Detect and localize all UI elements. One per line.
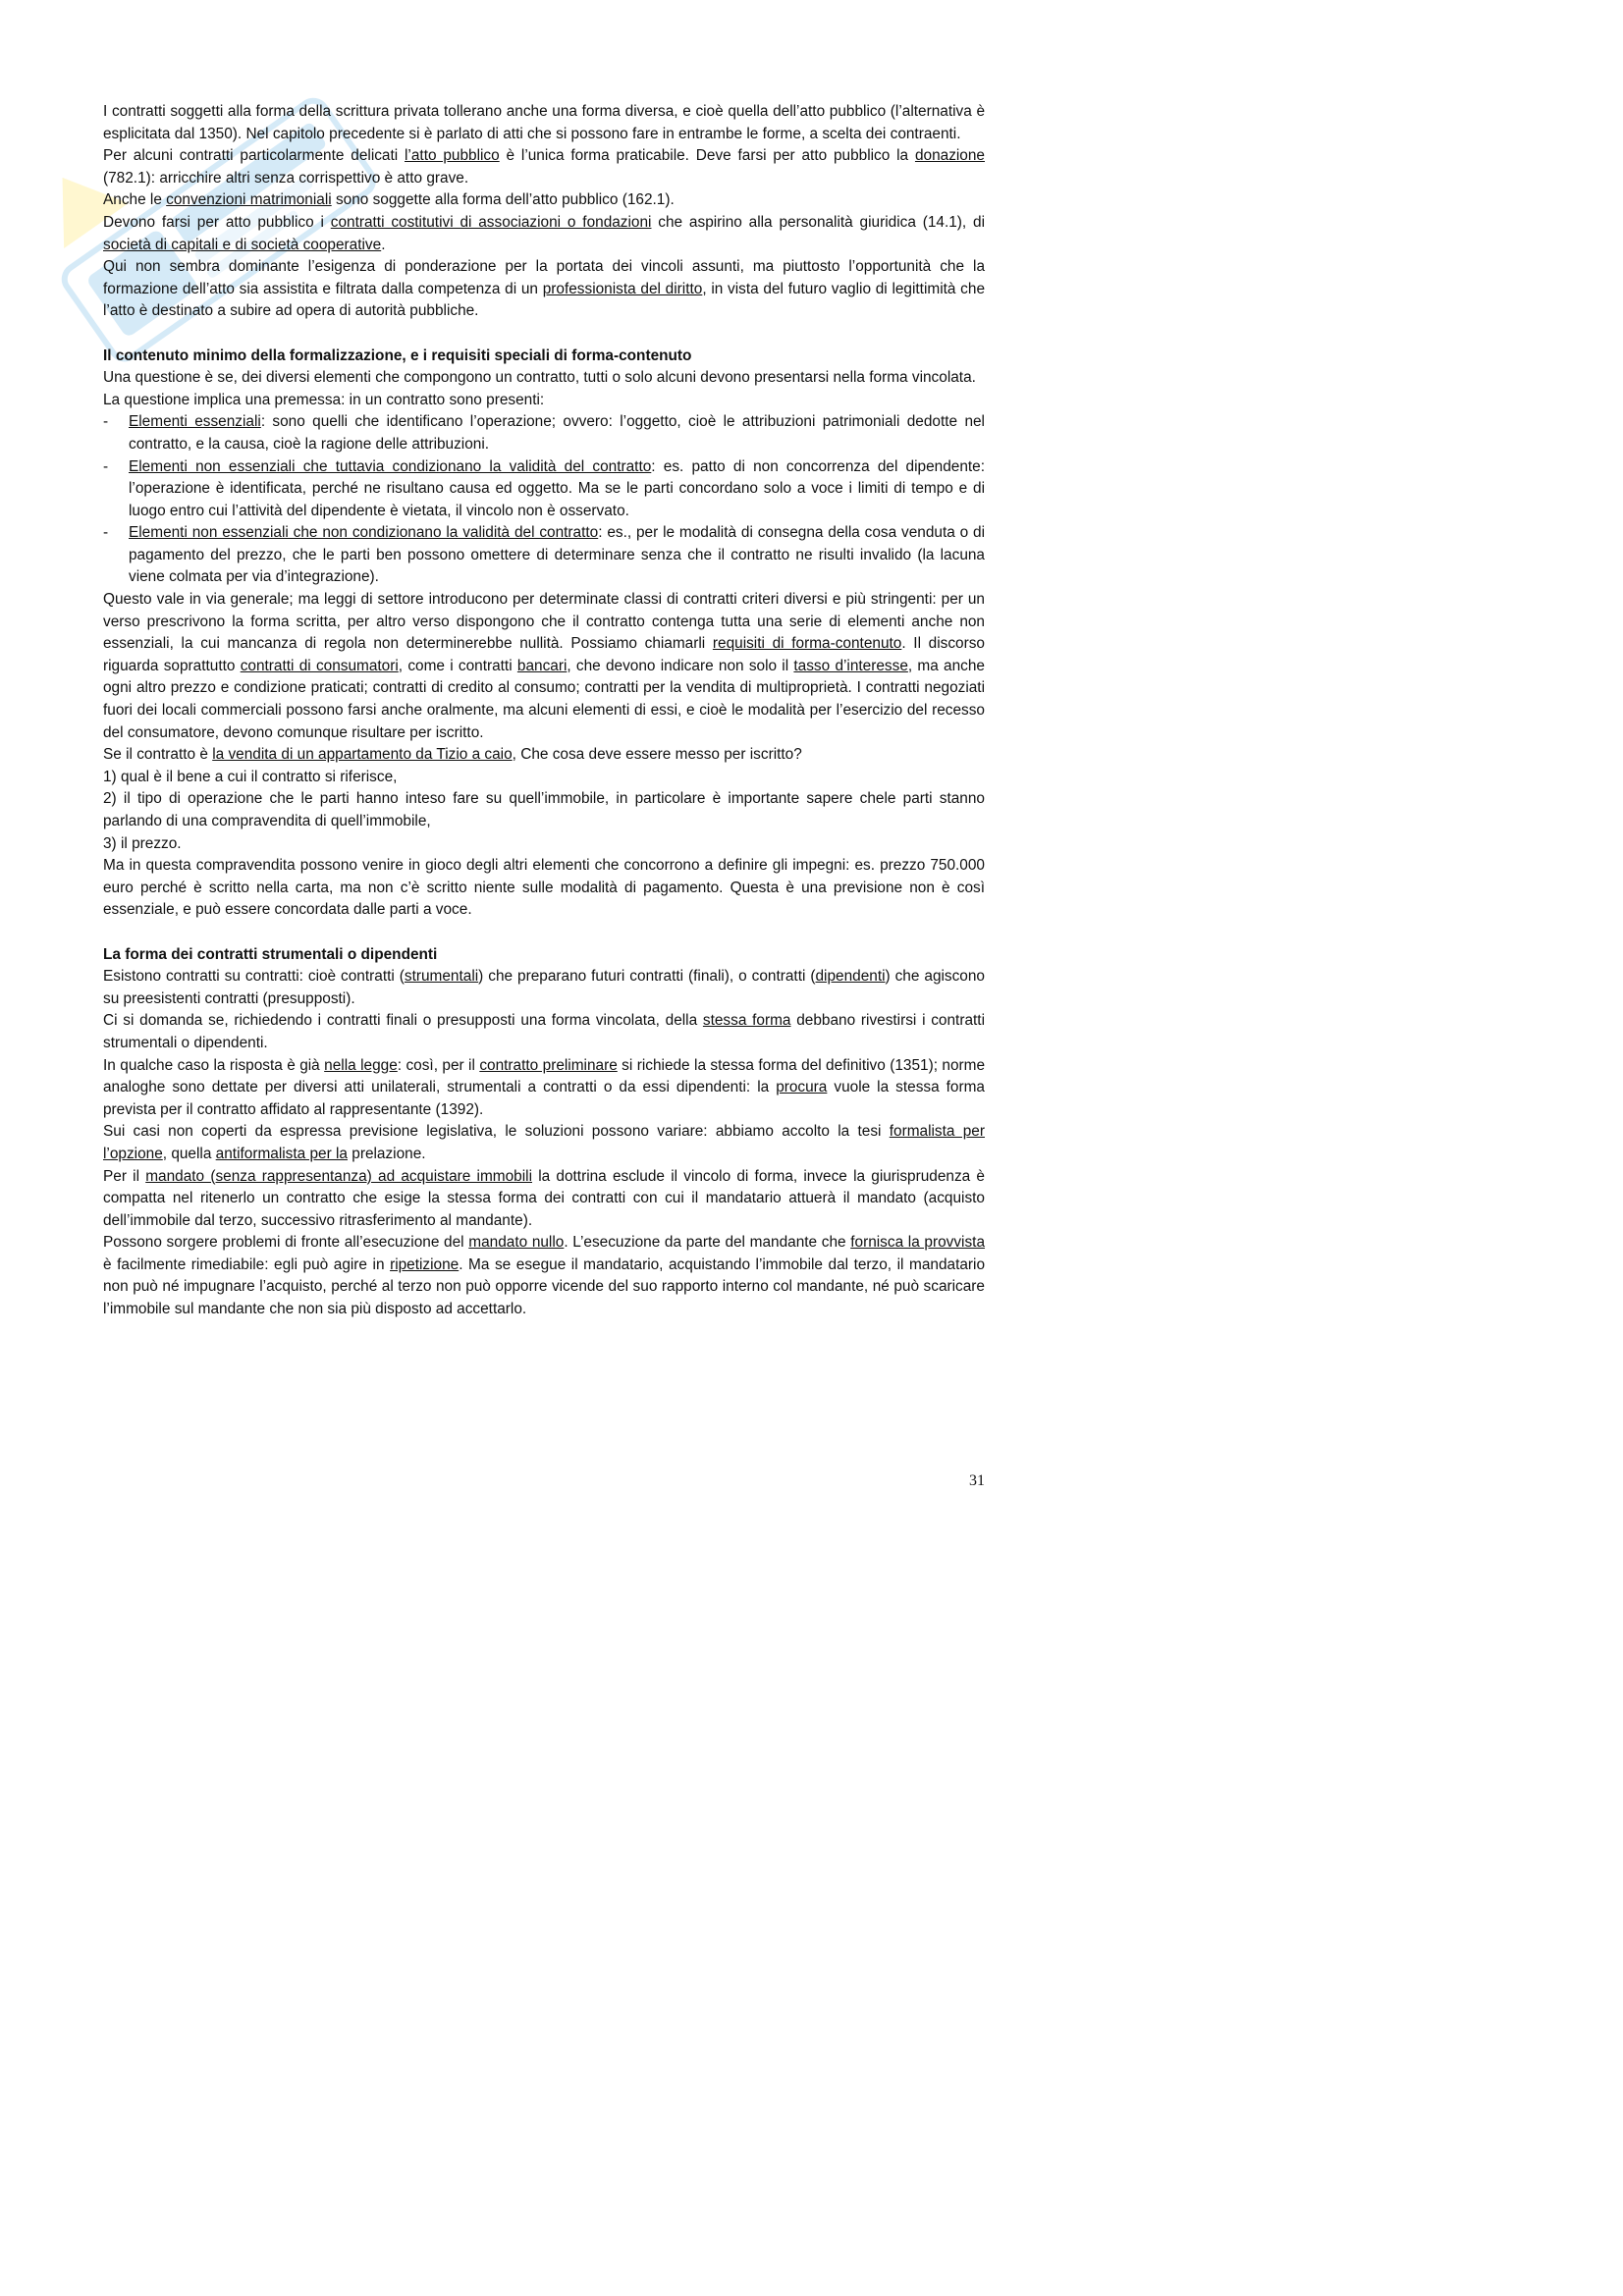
paragraph (103, 390, 985, 412)
text-run: 2) il tipo di operazione che le parti hanno inteso fare su quell’immobile, in particolare è importante sapere chele parti stanno parlando di una compravendita di quell’immobile, (103, 790, 985, 829)
text-run: I contratti soggetti alla forma della scrittura privata tollerano anche una forma diversa, e cioè quella dell’atto pubblico (l’alternativa è esplicitata dal 1350). Nel capitolo precedente si è parlato di atti che si possono fare in entrambe le forme, a scelta dei contraenti. (103, 103, 985, 142)
underlined-term: antiformalista per la (215, 1145, 348, 1162)
text-run: , come i contratti (398, 657, 517, 674)
paragraph (103, 101, 985, 145)
paragraph (103, 1010, 985, 1054)
underlined-term: mandato (senza rappresentanza) ad acquistare immobili (145, 1167, 532, 1185)
underlined-term: dipendenti (815, 968, 886, 986)
forma-contenuto-intro (103, 367, 985, 411)
text-run: Ma in questa compravendita possono venire in gioco degli altri elementi che concorrono a definire gli impegni: es. prezzo 750.000 euro perché è scritto nella carta, ma non c’è scritto niente sulle modalità di pagamento. Questa è una previsione non è così essenziale, e può essere concordata dalle parti a voce. (103, 857, 985, 919)
text-run: , quella (162, 1145, 216, 1162)
underlined-term: bancari (516, 657, 568, 674)
underlined-term: l’atto pubblico (405, 147, 500, 165)
text-run: : es., per le modalità di consegna della cosa venduta o di pagamento del prezzo, che le parti ben possono omettere di determinare senza che il contratto ne risulti invalido (la lacuna viene colmata per via d’integrazione). (129, 524, 986, 586)
text-run: sono soggette alla forma dell’atto pubblico (162.1). (331, 191, 675, 209)
text-run: Qui non sembra dominante l’esigenza di ponderazione per la portata dei vincoli assunti, ma piuttosto l’opportunità che la formazione dell’atto sia assistita e filtrata dalla competenza di un (103, 258, 985, 297)
text-run: (782.1): arricchire altri senza corrispettivo è atto grave. (103, 169, 469, 187)
text-run: : es. patto di non concorrenza del dipendente: l’operazione è identificata, perché ne risultano causa ed oggetto. Ma se le parti concordano solo a voce i limiti di tempo e di luogo entro cui l’attività del dipendente è vietata, il vincolo non è osservato. (129, 457, 985, 519)
list-item (103, 522, 985, 589)
underlined-term: tasso d’interesse (793, 657, 908, 674)
underlined-term: contratto preliminare (479, 1056, 618, 1074)
underlined-term: la vendita di un appartamento da Tizio a caio (212, 746, 513, 764)
page-number: 31 (969, 1472, 985, 1489)
underlined-term: società di capitali e di società cooperative (103, 236, 382, 253)
text-run: . Ma se esegue il mandatario, acquistando l’immobile dal terzo, il mandatario non può né impugnare l’acquisto, perché al terzo non può opporre vicende del suo rapporto interno col mandante, né può scaricare l’immobile sul mandante che non sia più disposto ad accettarlo. (103, 1255, 986, 1318)
underlined-term: mandato nullo (468, 1234, 565, 1252)
paragraph (103, 744, 985, 767)
text-run: : così, per il (397, 1056, 480, 1074)
paragraph (103, 212, 985, 256)
text-run: In qualche caso la risposta è già (103, 1056, 325, 1074)
text-run: Possono sorgere problemi di fronte all’esecuzione del (103, 1234, 469, 1252)
text-run: , Che cosa deve essere messo per iscritto? (512, 746, 802, 764)
paragraph (103, 1232, 985, 1320)
paragraph (103, 966, 985, 1010)
paragraph (103, 1055, 985, 1122)
paragraph (103, 1121, 985, 1165)
text-run: prelazione. (347, 1145, 426, 1162)
document-page (0, 0, 1082, 1530)
elementi-list (103, 411, 985, 589)
text-run: , in vista del futuro vaglio di legittimità che l’atto è destinato a subire ad opera di autorità pubbliche. (103, 280, 985, 320)
underlined-term: ripetizione (390, 1255, 460, 1273)
text-run: . Il discorso riguarda soprattutto (103, 635, 985, 674)
document-body (103, 101, 985, 1321)
text-run: Questo vale in via generale; ma leggi di settore introducono per determinate classi di contratti criteri diversi e più stringenti: per un verso prescrivono la forma scritta, per altro verso dispongono che il contratto contenga tutta una serie di elementi anche non essenziali, la cui mancanza di regola non determinerebbe nullità. Possiamo chiamarli (103, 591, 985, 653)
underlined-term: contratti costitutivi di associazioni o fondazioni (330, 213, 652, 231)
text-run: La questione implica una premessa: in un contratto sono presenti: (103, 391, 545, 408)
list-item (103, 411, 985, 455)
text-run: , che devono indicare non solo il (567, 657, 794, 674)
text-run: Per alcuni contratti particolarmente delicati (103, 147, 406, 165)
text-run: : sono quelli che identificano l’operazione; ovvero: l’oggetto, cioè le attribuzioni patrimoniali dedotte nel contratto, e la causa, cioè la ragione delle attribuzioni. (129, 413, 985, 453)
text-run: ) che preparano futuri contratti (finali), o contratti ( (478, 968, 816, 986)
text-run: la dottrina esclude il vincolo di forma, invece la giurisprudenza è compatta nel ritenerlo un contratto che esige la stessa forma dei contratti con cui il mandatario attuerà il mandato (acquisto dell’immobile dal terzo, successivo ritrasferimento al mandante). (103, 1167, 985, 1229)
underlined-term: stessa forma (702, 1012, 791, 1030)
underlined-term: formalista per l’opzione (103, 1123, 985, 1162)
paragraph (103, 367, 985, 390)
text-run: che aspirino alla personalità giuridica (14.1), di (651, 213, 985, 231)
text-run: debbano rivestirsi i contratti strumentali o dipendenti. (103, 1012, 985, 1051)
list-item (103, 456, 985, 523)
contratti-strumentali-paragraphs (103, 966, 985, 1321)
underlined-term: nella legge (324, 1056, 398, 1074)
text-run: Sui casi non coperti da espressa previsione legislativa, le soluzioni possono variare: abbiamo accolto la tesi (103, 1123, 890, 1141)
text-run: . L’esecuzione da parte del mandante che (564, 1234, 851, 1252)
text-run: Devono farsi per atto pubblico i (103, 213, 331, 231)
text-run: 3) il prezzo. (103, 834, 182, 852)
underlined-term: Elementi non essenziali che non condizionano la validità del contratto (129, 524, 599, 542)
text-run: si richiede la stessa forma del definitivo (1351); norme analoghe sono dettate per diversi atti unilaterali, strumentali a contratti o da essi dipendenti: la (103, 1056, 986, 1096)
text-run: è l’unica forma praticabile. Deve farsi per atto pubblico la (499, 147, 915, 165)
section-heading-contratti-strumentali: La forma dei contratti strumentali o dipendenti (103, 945, 438, 963)
text-run: Ci si domanda se, richiedendo i contratti finali o presupposti una forma vincolata, della (103, 1012, 703, 1030)
underlined-term: donazione (914, 147, 985, 165)
paragraph (103, 1166, 985, 1233)
paragraph (103, 767, 985, 789)
text-run: Anche le (103, 191, 167, 209)
paragraph (103, 833, 985, 856)
text-run: Esistono contratti su contratti: cioè contratti ( (103, 968, 405, 986)
text-run: è facilmente rimediabile: egli può agire in (103, 1255, 391, 1273)
paragraph (103, 788, 985, 832)
text-run: ) che agiscono su preesistenti contratti (presupposti). (103, 968, 985, 1007)
paragraph (103, 256, 985, 323)
underlined-term: procura (776, 1079, 828, 1096)
paragraph (103, 855, 985, 922)
underlined-term: Elementi non essenziali che tuttavia condizionano la validità del contratto (129, 457, 652, 475)
underlined-term: fornisca la provvista (850, 1234, 986, 1252)
text-run: . (381, 236, 386, 253)
forma-contenuto-paragraphs (103, 589, 985, 922)
paragraph (103, 189, 985, 212)
underlined-term: strumentali (404, 968, 479, 986)
text-run: 1) qual è il bene a cui il contratto si riferisce, (103, 768, 398, 785)
underlined-term: professionista del diritto (542, 280, 703, 297)
text-run: , ma anche ogni altro prezzo e condizione praticati; contratti di credito al consumo; contratti per la vendita di multiproprietà. I contratti negoziati fuori dei locali commerciali possono farsi anche oralmente, ma alcuni elementi di essi, e cioè le modalità per l’esercizio del recesso del consumatore, devono comunque risultare per iscritto. (103, 657, 985, 741)
underlined-term: Elementi essenziali (129, 413, 261, 431)
underlined-term: contratti di consumatori (240, 657, 399, 674)
section-heading-forma-contenuto: Il contenuto minimo della formalizzazione, e i requisiti speciali di forma-contenuto (103, 347, 692, 364)
text-run: Se il contratto è (103, 746, 213, 764)
paragraph (103, 145, 985, 189)
paragraph (103, 589, 985, 744)
underlined-term: requisiti di forma-contenuto (712, 635, 902, 653)
intro-paragraphs (103, 101, 985, 323)
underlined-term: convenzioni matrimoniali (166, 191, 332, 209)
text-run: Per il (103, 1167, 146, 1185)
text-run: vuole la stessa forma prevista per il contratto affidato al rappresentante (1392). (103, 1079, 985, 1118)
text-run: Una questione è se, dei diversi elementi che compongono un contratto, tutti o solo alcuni devono presentarsi nella forma vincolata. (103, 369, 976, 387)
